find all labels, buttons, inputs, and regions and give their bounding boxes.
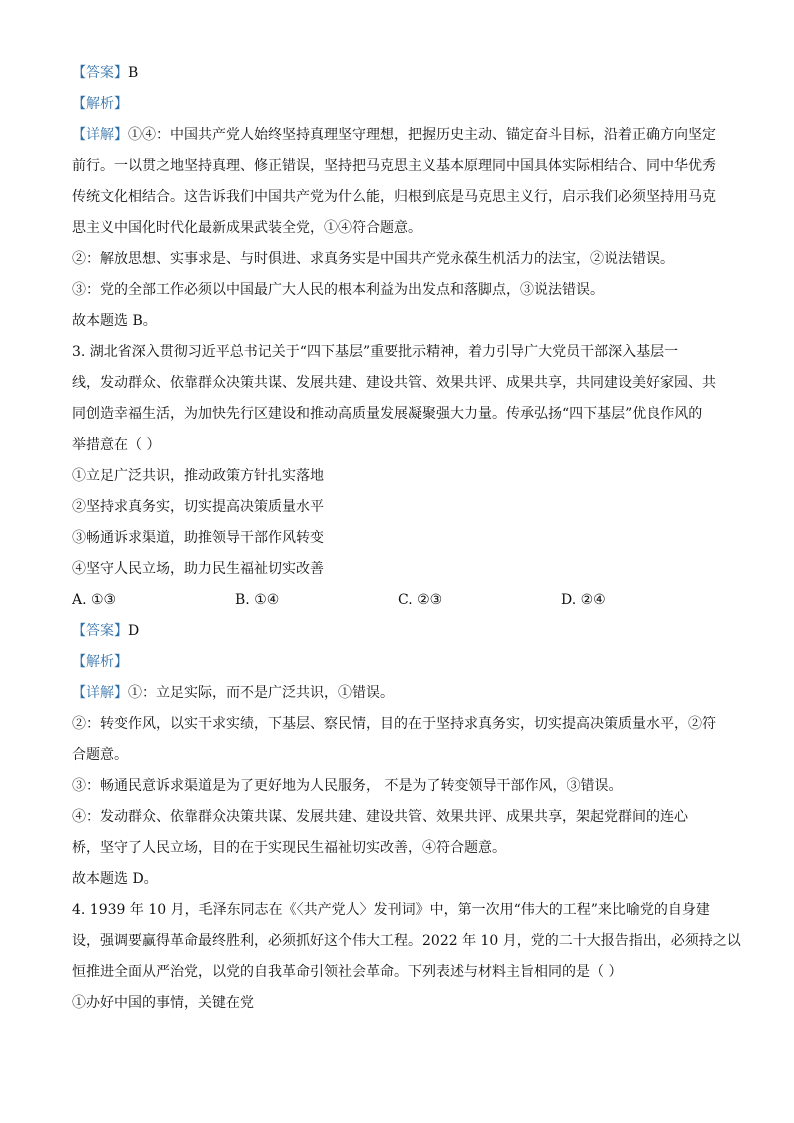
q3-detail-line: ④：发动群众、依靠群众决策共谋、发展共建、建设共管、效果共评、成果共享，架起党群间的连心 — [72, 809, 688, 825]
q3-stem-line: 同创造幸福生活，为加快先行区建设和推动高质量发展凝聚强大力量。传承弘扬“四下基层”优良作风的 — [72, 406, 703, 422]
q3-detail-line: 合题意。 — [72, 747, 128, 763]
q3-detail-line: 桥，坚守了人民立场，目的在于实现民生福祉切实改善，④符合题意。 — [72, 840, 506, 856]
q4-stem-line: 恒推进全面从严治党，以党的自我革命引领社会革命。下列表述与材料主旨相同的是（ ） — [72, 964, 623, 980]
q3-option: ②坚持求真务实，切实提高决策质量水平 — [72, 499, 324, 515]
choice-c: C. ②③ — [398, 592, 443, 608]
q3-option: ④坚守人民立场，助力民生福祉切实改善 — [72, 561, 324, 577]
q2-detail-line: ③：党的全部工作必须以中国最广大人民的根本利益为出发点和落脚点，③说法错误。 — [72, 282, 604, 298]
q3-detail-line — [72, 678, 724, 709]
q4-option: ①办好中国的事情，关键在党 — [72, 995, 254, 1011]
q3-detail-line: ②：转变作风，以实干求实绩，下基层、察民情，目的在于坚持求真务实，切实提高决策质量水平，②符 — [72, 716, 716, 732]
detail-text: ①④：中国共产党人始终坚持真理坚守理想，把握历史主动、锚定奋斗目标，沿着正确方向坚定 — [128, 127, 716, 143]
q2-analysis-heading — [72, 89, 724, 120]
q4-stem-line: 4. 1939 年 10 月，毛泽东同志在《〈共产党人〉发刊词》中，第一次用“伟大的工程”来比喻党的自身建 — [72, 902, 710, 918]
q3-stem-line: 3. 湖北省深入贯彻习近平总书记关于“四下基层”重要批示精神，着力引导广大党员干部深入基层一 — [72, 344, 679, 360]
answer-tag: 【答案】 — [72, 65, 128, 81]
answer-value: B — [128, 65, 139, 81]
detail-text: ①：立足实际，而不是广泛共识，①错误。 — [128, 685, 394, 701]
q2-conclusion: 故本题选 B。 — [72, 313, 157, 329]
q2-detail-line: ②：解放思想、实事求是、与时俱进、求真务实是中国共产党永葆生机活力的法宝，②说法错误。 — [72, 251, 674, 267]
q3-option: ①立足广泛共识，推动政策方针扎实落地 — [72, 468, 324, 484]
q3-conclusion: 故本题选 D。 — [72, 871, 158, 887]
choice-b: B. ①④ — [235, 592, 280, 608]
answer-value: D — [128, 623, 140, 639]
q2-answer — [72, 58, 724, 89]
q3-choices — [72, 585, 724, 616]
q4-stem-line: 设，强调要赢得革命最终胜利，必须抓好这个伟大工程。2022 年 10 月，党的二十大报告指出，必须持之以 — [72, 933, 741, 949]
q2-detail-line: 思主义中国化时代化最新成果武装全党，①④符合题意。 — [72, 220, 422, 236]
q3-detail-line: ③：畅通民意诉求渠道是为了更好地为人民服务， 不是为了转变领导干部作风，③错误。 — [72, 778, 623, 794]
q3-stem-line: 举措意在（ ） — [72, 437, 161, 453]
answer-tag: 【答案】 — [72, 623, 128, 639]
q2-detail-line: 传统文化相结合。这告诉我们中国共产党为什么能，归根到底是马克思主义行，启示我们必须坚持用马克 — [72, 189, 716, 205]
q3-analysis-heading — [72, 647, 724, 678]
analysis-tag: 【解析】 — [72, 654, 128, 670]
detail-tag: 【详解】 — [72, 685, 128, 701]
document-page — [72, 58, 741, 1019]
q2-detail-line: 前行。一以贯之地坚持真理、修正错误，坚持把马克思主义基本原理同中国具体实际相结合、同中华优秀 — [72, 158, 716, 174]
choice-d: D. ②④ — [561, 592, 606, 608]
analysis-tag: 【解析】 — [72, 96, 128, 112]
q3-stem-line: 线，发动群众、依靠群众决策共谋、发展共建、建设共管、效果共评、成果共享，共同建设美好家园、共 — [72, 375, 716, 391]
q3-answer — [72, 616, 724, 647]
q3-option: ③畅通诉求渠道，助推领导干部作风转变 — [72, 530, 324, 546]
q2-detail-line — [72, 120, 724, 151]
choice-a: A. ①③ — [72, 592, 117, 608]
detail-tag: 【详解】 — [72, 127, 128, 143]
